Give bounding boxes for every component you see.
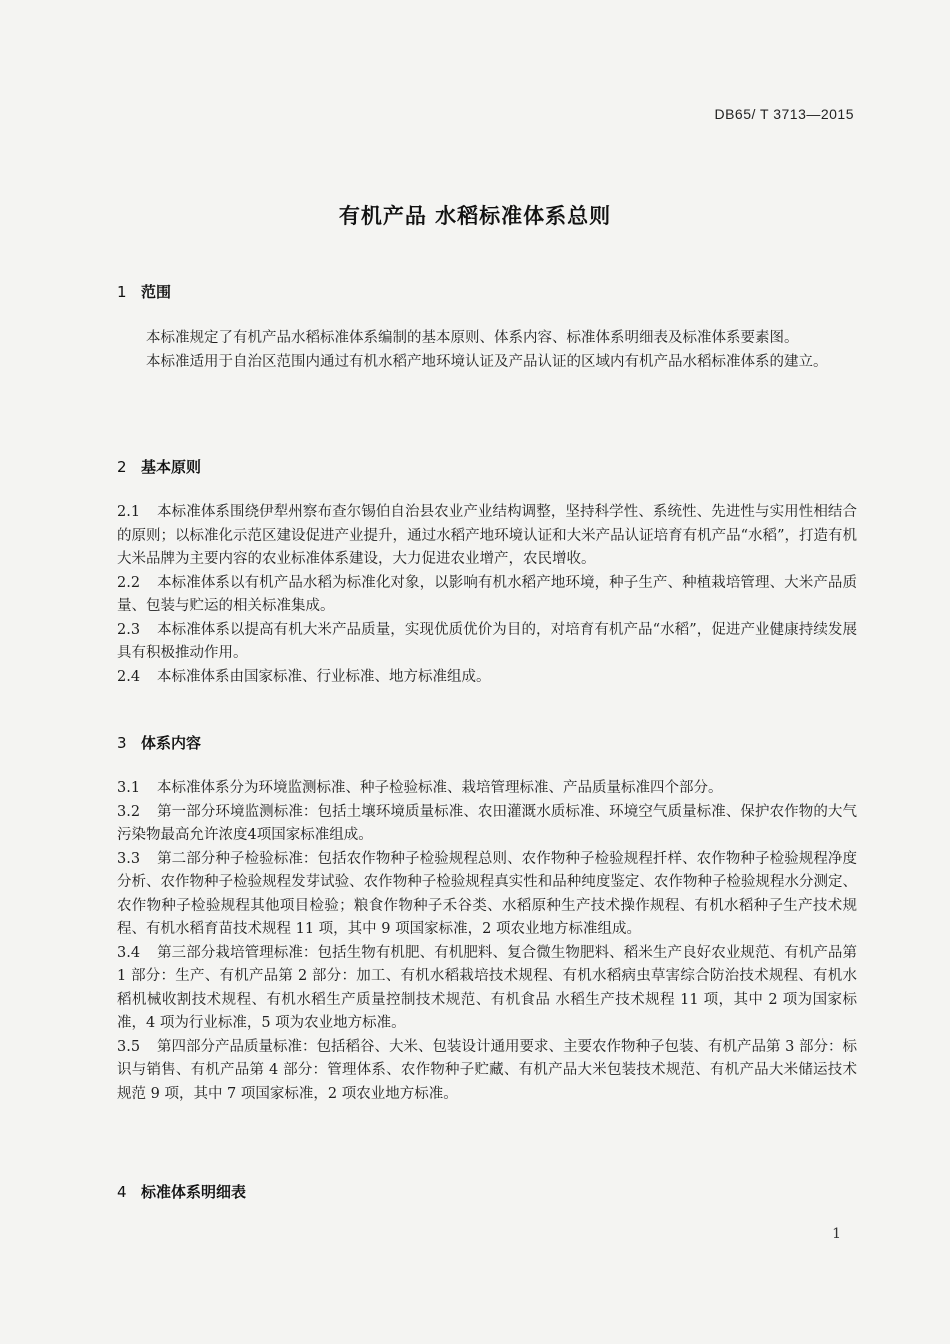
clause-number: 2.3: [117, 621, 141, 638]
clause-number: 2.4: [117, 668, 141, 685]
clause-3-4: [117, 942, 857, 1036]
clause-number: 3.4: [117, 944, 141, 961]
paragraph: 本标准规定了有机产品水稻标准体系编制的基本原则、体系内容、标准体系明细表及标准体系要素图。: [146, 330, 799, 346]
clause-2-2: [117, 572, 857, 619]
clause-text: 第四部分产品质量标准：包括稻谷、大米、包装设计通用要求、主要农作物种子包装、有机产品第 3 部分：标识与销售、有机产品第 4 部分：管理体系、农作物种子贮藏、有机产品大米包装技术规范、有机产品大米储运技术规范 9 项，其中 7 项国家标准，2 项农业地方标准。: [117, 1038, 857, 1102]
clause-text: 第二部分种子检验标准：包括农作物种子检验规程总则、农作物种子检验规程扦样、农作物种子检验规程净度分析、农作物种子检验规程发芽试验、农作物种子检验规程真实性和品种纯度鉴定、农作物种子检验规程水分测定、农作物种子检验规程其他项目检验；粮食作物种子禾谷类、水稻原种生产技术操作规程、有机水稻种子生产技术规程、有机水稻育苗技术规程 11 项，其中 9 项国家标准，2 项农业地方标准组成。: [117, 850, 857, 937]
paragraph: 本标准适用于自治区范围内通过有机水稻产地环境认证及产品认证的区域内有机产品水稻标准体系的建立。: [146, 353, 828, 370]
clause-number: 3.2: [117, 803, 141, 820]
section-number: 1: [117, 283, 127, 301]
section-2-body: [117, 501, 857, 689]
clause-text: 第三部分栽培管理标准：包括生物有机肥、有机肥料、复合微生物肥料、稻米生产良好农业规范、有机产品第 1 部分：生产、有机产品第 2 部分：加工、有机水稻栽培技术规程、有机水稻病虫草害综合防治技术规程、有机水稻机械收割技术规程、有机水稻生产质量控制技术规范、有机食品 水稻生产技术规程 11 项，其中 2 项为国家标准，4 项为行业标准，5 项为农业地方标准。: [117, 944, 857, 1031]
clause-3-5: [117, 1036, 857, 1107]
document-title: 有机产品 水稻标准体系总则: [338, 204, 612, 228]
page-number: 1: [832, 1226, 841, 1242]
clause-number: 3.5: [117, 1038, 141, 1055]
clause-number: 3.1: [117, 780, 141, 796]
clause-2-1: [117, 501, 857, 572]
clause-3-3: [117, 848, 857, 942]
section-1-body: [117, 327, 857, 374]
section-heading-3: [117, 732, 201, 753]
section-number: 4: [117, 1183, 127, 1201]
clause-3-1: [117, 777, 857, 801]
section-heading-4: [117, 1181, 246, 1202]
clause-number: 2.1: [117, 504, 141, 520]
clause-2-4: [117, 666, 857, 690]
section-number: 3: [117, 734, 127, 752]
standard-code: DB65/ T 3713—2015: [714, 106, 854, 122]
section-title: 基本原则: [141, 458, 202, 476]
section-title: 范围: [141, 283, 172, 301]
section-3-body: [117, 777, 857, 1106]
section-number: 2: [117, 458, 127, 476]
clause-number: 3.3: [117, 850, 141, 867]
section-heading-1: [117, 281, 171, 302]
clause-2-3: [117, 619, 857, 666]
clause-text: 本标准体系以有机产品水稻为标准化对象，以影响有机水稻产地环境，种子生产、种植栽培管理、大米产品质量、包装与贮运的相关标准集成。: [117, 574, 857, 614]
section-title: 标准体系明细表: [141, 1183, 247, 1201]
clause-3-2: [117, 801, 857, 848]
clause-text: 本标准体系由国家标准、行业标准、地方标准组成。: [157, 668, 491, 685]
clause-text: 本标准体系以提高有机大米产品质量，实现优质优价为目的，对培育有机产品“水稻”，促进产业健康持续发展具有积极推动作用。: [117, 621, 857, 661]
section-heading-2: [117, 456, 201, 477]
clause-text: 本标准体系围绕伊犁州察布查尔锡伯自治县农业产业结构调整，坚持科学性、系统性、先进性与实用性相结合的原则；以标准化示范区建设促进产业提升，通过水稻产地环境认证和大米产品认证培育有机产品“水稻”，打造有机大米品牌为主要内容的农业标准体系建设，大力促进农业增产，农民增收。: [117, 504, 857, 567]
clause-text: 第一部分环境监测标准：包括土壤环境质量标准、农田灌溉水质标准、环境空气质量标准、保护农作物的大气污染物最高允许浓度4项国家标准组成。: [117, 803, 857, 843]
section-title: 体系内容: [141, 734, 202, 752]
clause-text: 本标准体系分为环境监测标准、种子检验标准、栽培管理标准、产品质量标准四个部分。: [157, 780, 723, 796]
clause-number: 2.2: [117, 574, 141, 591]
